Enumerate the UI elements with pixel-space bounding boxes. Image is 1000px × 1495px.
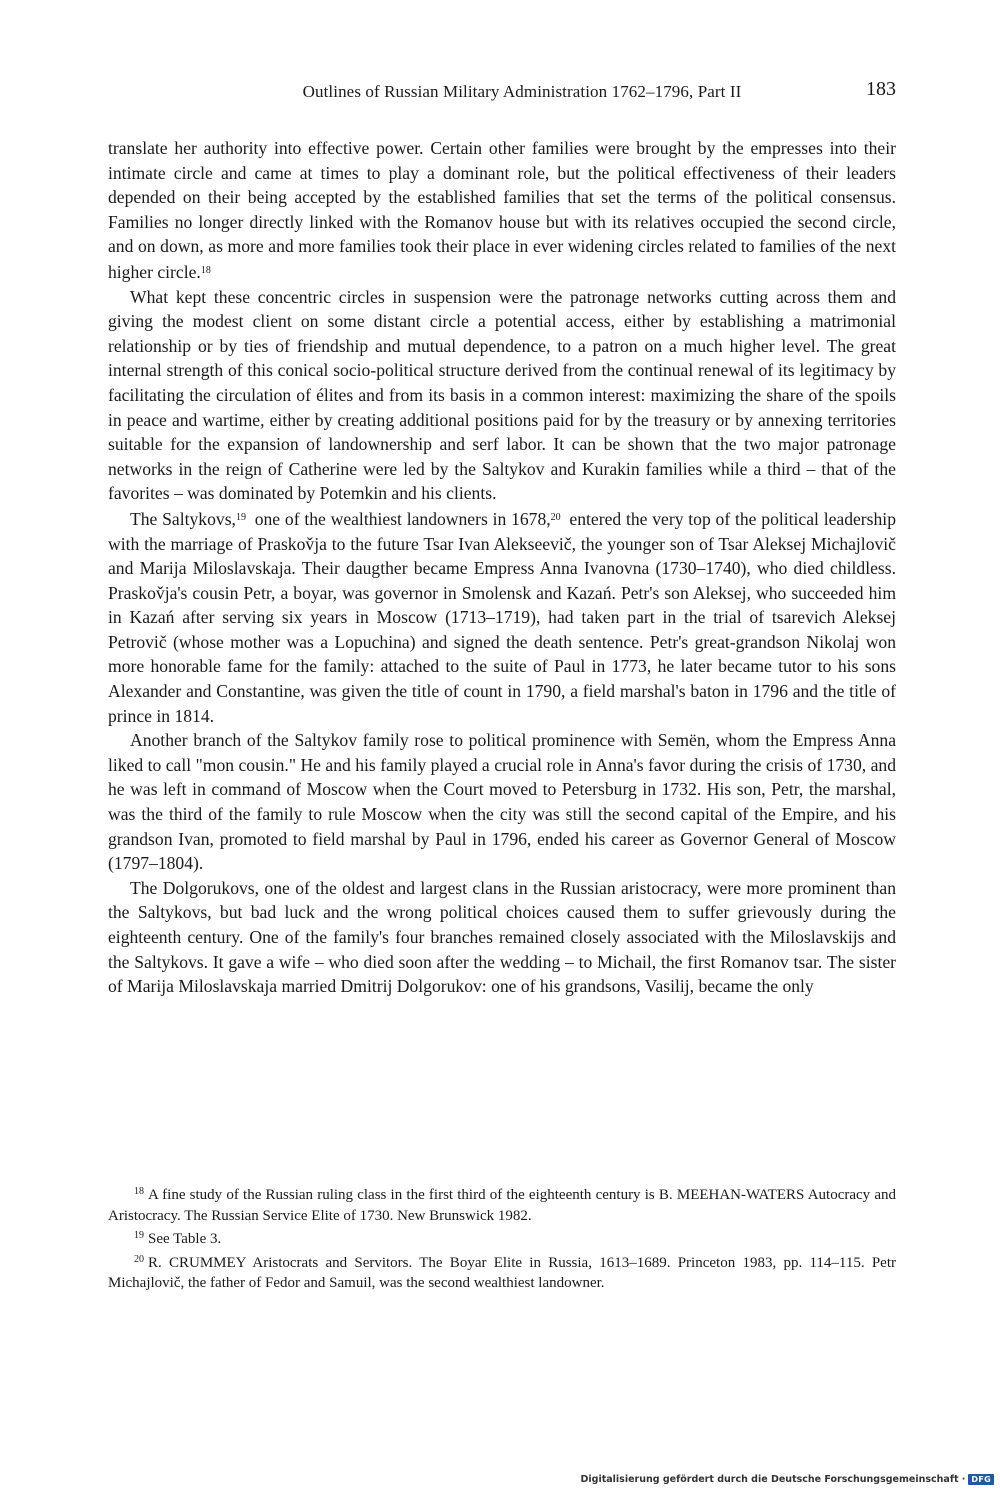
- footnote-text: A fine study of the Russian ruling class in the first third of the eighteenth century is B. MEEHAN-WATERS Autocracy and Aristocracy. The Russian Service Elite of 1730. New Brunswick 1982.: [108, 1187, 896, 1224]
- paragraph-text: entered the very top of the political leadership with the marriage of Praskov̌ja to the future Tsar Ivan Alekseevič, the younger son of Tsar Aleksej Michajlovič and Marija Miloslavskaja. Their daugther became Empress Anna Ivanovna (1730–1740), who died childless. Praskov̌ja's cousin Petr, a boyar, was governor in Smolensk and Kazań. Petr's son Aleksej, who succeeded him in Kazań after serving six years in Moscow (1713–1719), had taken part in the trial of tsarevich Aleksej Petrovič (whose mother was a Lopuchina) and signed the death sentence. Petr's great-grandson Nikolaj won more honorable fame for the family: attached to the suite of Paul in 1773, he later became tutor to his sons Alexander and Constantine, was given the title of count in 1790, a field marshal's baton in 1796 and the title of prince in 1814.: [108, 508, 896, 726]
- paragraph-5: The Dolgorukovs, one of the oldest and largest clans in the Russian aristocracy, were more prominent than the Saltykovs, but bad luck and the wrong political choices caused them to suffer grievously during the eighteenth century. One of the family's four branches remained closely associated with the Miloslavskijs and the Saltykovs. It gave a wife – who died soon after the wedding – to Michail, the first Romanov tsar. The sister of Marija Miloslavskaja married Dmitrij Dolgorukov: one of his grandsons, Vasilij, became the only: [108, 877, 896, 997]
- paragraph-1: [108, 136, 896, 285]
- dfg-logo-icon: DFG: [968, 1474, 994, 1485]
- page-header: [108, 78, 896, 110]
- footnote-number: 20: [134, 1253, 144, 1265]
- body-text: [108, 136, 896, 999]
- page-number: 183: [866, 78, 896, 100]
- digitization-notice: [581, 1474, 994, 1485]
- footnote-text: R. CRUMMEY Aristocrats and Servitors. The Boyar Elite in Russia, 1613–1689. Princeton 1983, pp. 114–115. Petr Michajlovič, the father of Fedor and Samuil, was the second wealthiest landowner.: [108, 1254, 896, 1291]
- footnote-ref-19[interactable]: 19: [235, 511, 246, 523]
- footnote-19: [108, 1226, 896, 1250]
- paragraph-3: [108, 506, 896, 728]
- paragraph-text: translate her authority into effective power. Certain other families were brought by the empresses into their intimate circle and came at times to play a dominant role, but the political effectiveness of their leaders depended on their being accepted by the established families that set the terms of the political consensus. Families no longer directly linked with the Romanov house but with its relatives occupied the second circle, and on down, as more and more families took their place in ever widening circles related to families of the next higher circle.: [108, 138, 896, 282]
- footnote-number: 18: [134, 1186, 144, 1197]
- paragraph-2: What kept these concentric circles in suspension were the patronage networks cutting across them and giving the modest client on some distant circle a potential access, either by establishing a matrimonial relationship or by ties of friendship and mutual dependence, to a patron on a much higher level. The great internal strength of this conical socio-political structure derived from the continual renewal of its legitimacy by facilitating the circulation of élites and from its basis in a common interest: maximizing the share of the spoils in peace and wartime, either by creating additional positions paid for by the treasury or by annexing territories suitable for the expansion of landownership and serf labor. It can be shown that the two major patronage networks in the reign of Catherine were led by the Saltykov and Kurakin families while a third – that of the favorites – was dominated by Potemkin and his clients.: [108, 286, 896, 504]
- footnote-ref-20[interactable]: 20: [550, 511, 561, 523]
- footnote-20: [108, 1250, 896, 1294]
- paragraph-4: Another branch of the Saltykov family rose to political prominence with Semën, whom the Empress Anna liked to call "mon cousin." He and his family played a crucial role in Anna's favor during the crisis of 1730, and he was left in command of Moscow when the Court moved to Petersburg in 1732. His son, Petr, the marshal, was the third of the family to rule Moscow when the city was still the second capital of the Empire, and his grandson Ivan, promoted to field marshal by Paul in 1796, ended his career as Governor General of Moscow (1797–1804).: [108, 730, 896, 874]
- digitization-text: Digitalisierung gefördert durch die Deutsche Forschungsgemeinschaft ·: [580, 1474, 966, 1485]
- footnote-18: [108, 1182, 896, 1226]
- footnote-text: See Table 3.: [148, 1231, 222, 1247]
- paragraph-text: one of the wealthiest landowners in 1678,: [249, 508, 551, 529]
- footnotes: [108, 1182, 896, 1294]
- footnote-ref-18[interactable]: 18: [200, 264, 211, 276]
- running-title: Outlines of Russian Military Administration 1762–1796, Part II: [302, 82, 742, 101]
- footnote-number: 19: [134, 1230, 144, 1241]
- paragraph-text: The Saltykovs,: [130, 508, 236, 529]
